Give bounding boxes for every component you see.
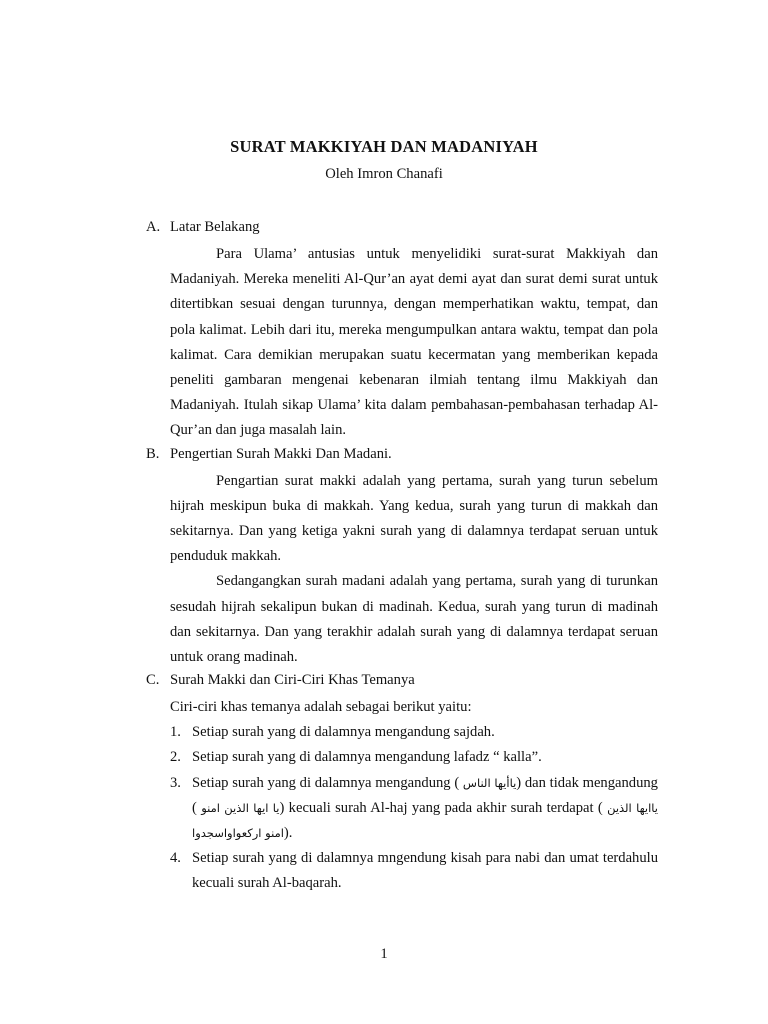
list-item [170,771,658,847]
list-item [170,846,658,896]
document-body [146,217,658,897]
document-author: Oleh Imron Chanafi [325,166,443,182]
section-heading-a [146,217,658,242]
text-segment: ) kecuali surah Al-haj yang pada akhir surah terdapat ( [279,799,603,816]
section-heading-text: Surah Makki dan Ciri-Ciri Khas Temanya [170,672,415,689]
section-heading-text: Pengertian Surah Makki Dan Madani. [170,445,392,462]
list-number: 2. [170,749,181,766]
list-intro: Ciri-ciri khas temanya adalah sebagai berikut yaitu: [170,699,472,716]
section-letter: C. [146,672,160,689]
text-segment: Setiap surah yang di dalamnya mengandung ( [192,774,460,791]
arabic-phrase: يا ايها الذين امنو [201,800,280,815]
section-letter: A. [146,219,161,235]
list-item-text: Setiap surah yang di dalamnya mengandung lafadz “ kalla”. [192,749,542,766]
paragraph-madani-definition: Sedangangkan surah madani adalah yang pertama, surah yang di turunkan sesudah hijrah sekalipun bukan di madinah. Kedua, surah yang turun di madinah dan sekitarnya. Dan yang terakhir adalah surah yang di dalamnya terdapat seruan untuk orang madinah. [170,573,658,666]
text-segment: ) dan tidak mengandung ( [192,774,658,816]
list-number: 3. [170,774,181,791]
paragraph-latar-belakang: Para Ulama’ antusias untuk menyelidiki surat-surat Makkiyah dan Madaniyah. Mereka meneliti Al-Qur’an ayat demi ayat dan surat demi surat untuk ditertibkan sesuai dengan turunnya, dengan memperhatikan waktu, tempat, dan pola kalimat. Lebih dari itu, mereka mengumpulkan antara waktu, tempat dan pola kalimat. Cara demikian merupakan suatu kecermatan yang memberikan kepada peneliti gambaran mengenai kebenaran ilmiah tentang ilmu Makkiyah dan Madaniyah. Itulah sikap Ulama’ kita dalam pembahasan-pembahasan terhadap Al-Qur’an dan juga masalah lain. [170,246,658,439]
section-heading-text: Latar Belakang [170,219,260,235]
text-segment: ). [283,825,293,842]
list-number: 1. [170,724,181,741]
section-heading-b [146,444,658,469]
list-item-text: Setiap surah yang di dalamnya mngendung kisah para nabi dan umat terdahulu kecuali surah Al-baqarah. [192,850,658,892]
paragraph-makki-definition: Pengartian surat makki adalah yang pertama, surah yang turun sebelum hijrah meskipun buka di makkah. Yang kedua, surah yang turun di makkah dan sekitarnya. Dan yang ketiga yakni surah yang di dalamnya terdapat seruan untuk penduduk makkah. [170,472,658,565]
page-number: 1 [380,946,388,962]
document-title: SURAT MAKKIYAH DAN MADANIYAH [230,137,538,156]
arabic-phrase: ياايها الذين امنو اركعواواسجدوا [192,800,658,841]
list-item-text: Setiap surah yang di dalamnya mengandung sajdah. [192,724,495,741]
section-heading-c [146,670,658,695]
list-number: 4. [170,850,181,867]
section-letter: B. [146,445,160,462]
list-item [170,720,658,745]
list-item [170,745,658,770]
arabic-phrase: ياأيها الناس [462,775,517,790]
list-item-text [192,771,658,847]
